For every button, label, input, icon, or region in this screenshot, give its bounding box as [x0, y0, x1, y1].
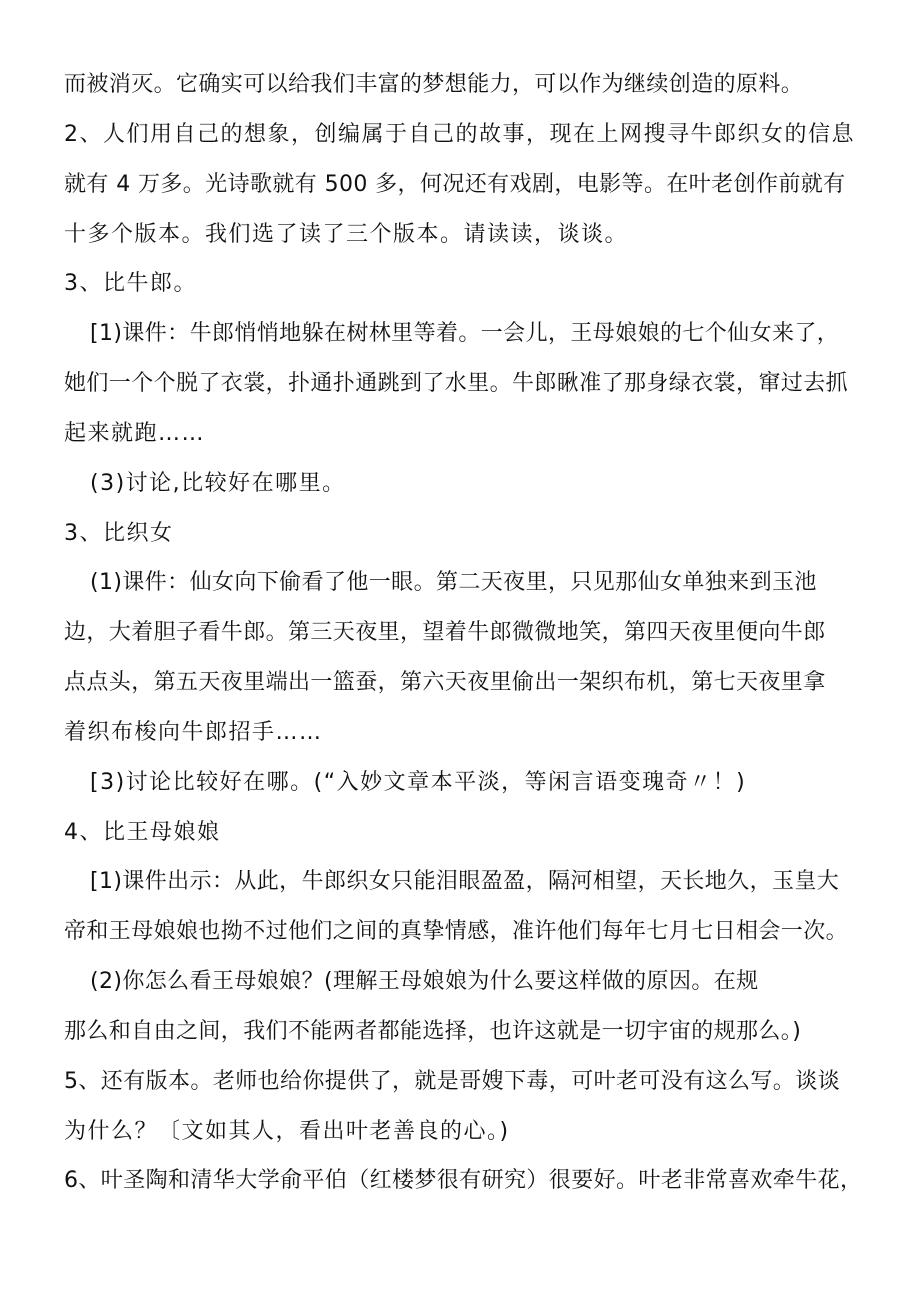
- text-line-21: 5、还有版本。老师也给你提供了，就是哥嫂下毒，可叶老可没有这么写。谈谈: [64, 1069, 840, 1094]
- text-line-7: 她们一个个脱了衣裳，扑通扑通跳到了水里。牛郎瞅准了那身绿衣裳，窜过去抓: [64, 371, 849, 396]
- text-line-23: 6、叶圣陶和清华大学俞平伯（红楼梦很有研究）很要好。叶老非常喜欢牵牛花，: [64, 1168, 863, 1193]
- text-line-8: 起来就跑……: [64, 421, 206, 446]
- text-line-9: (3)讨论,比较好在哪里。: [90, 471, 346, 496]
- text-line-17: [1)课件出示：从此，牛郎织女只能泪眼盈盈，隔河相望，天长地久，玉皇大: [90, 869, 840, 894]
- section-heading-compare-wangmu: 4、比王母娘娘: [64, 820, 221, 845]
- text-line-22: 为什么？〔文如其人，看出叶老善良的心。): [64, 1119, 510, 1144]
- text-line-4: 十多个版本。我们选了读了三个版本。请读读，谈谈。: [64, 222, 629, 247]
- text-line-12: 边，大着胆子看牛郎。第三天夜里，望着牛郎微微地笑，第四天夜里便向牛郎: [64, 620, 826, 645]
- text-line-20: 那么和自由之间，我们不能两者都能选择，也许这就是一切宇宙的规那么。): [64, 1019, 802, 1044]
- text-line-1: 而被消灭。它确实可以给我们丰富的梦想能力，可以作为继续创造的原料。: [64, 72, 804, 97]
- text-line-6: [1)课件：牛郎悄悄地躲在树林里等着。一会儿，王母娘娘的七个仙女来了，: [90, 321, 840, 346]
- section-heading-compare-zhinv: 3、比织女: [64, 521, 174, 546]
- section-heading-compare-niulang: 3、比牛郎。: [64, 271, 197, 296]
- text-line-18: 帝和王母娘娘也拗不过他们之间的真挚情感，准许他们每年七月七日相会一次。: [64, 919, 849, 944]
- text-line-2: 2、人们用自己的想象，创编属于自己的故事，现在上网搜寻牛郎织女的信息: [64, 122, 855, 147]
- text-line-3: 就有 4 万多。光诗歌就有 500 多，何况还有戏剧，电影等。在叶老创作前就有: [64, 172, 846, 197]
- text-line-11: (1)课件：仙女向下偷看了他一眼。第二天夜里，只见那仙女单独来到玉池: [90, 570, 817, 595]
- text-line-19: (2)你怎么看王母娘娘？(理解王母娘娘为什么要这样做的原因。在规: [90, 969, 759, 994]
- text-line-13: 点点头，第五天夜里端出一篮蚕，第六天夜里偷出一架织布机，第七天夜里拿: [64, 670, 826, 695]
- text-line-15: [3)讨论比较好在哪。(“入妙文章本平淡，等闲言语变瑰奇〃！): [90, 770, 747, 795]
- text-line-14: 着织布梭向牛郎招手……: [64, 720, 323, 745]
